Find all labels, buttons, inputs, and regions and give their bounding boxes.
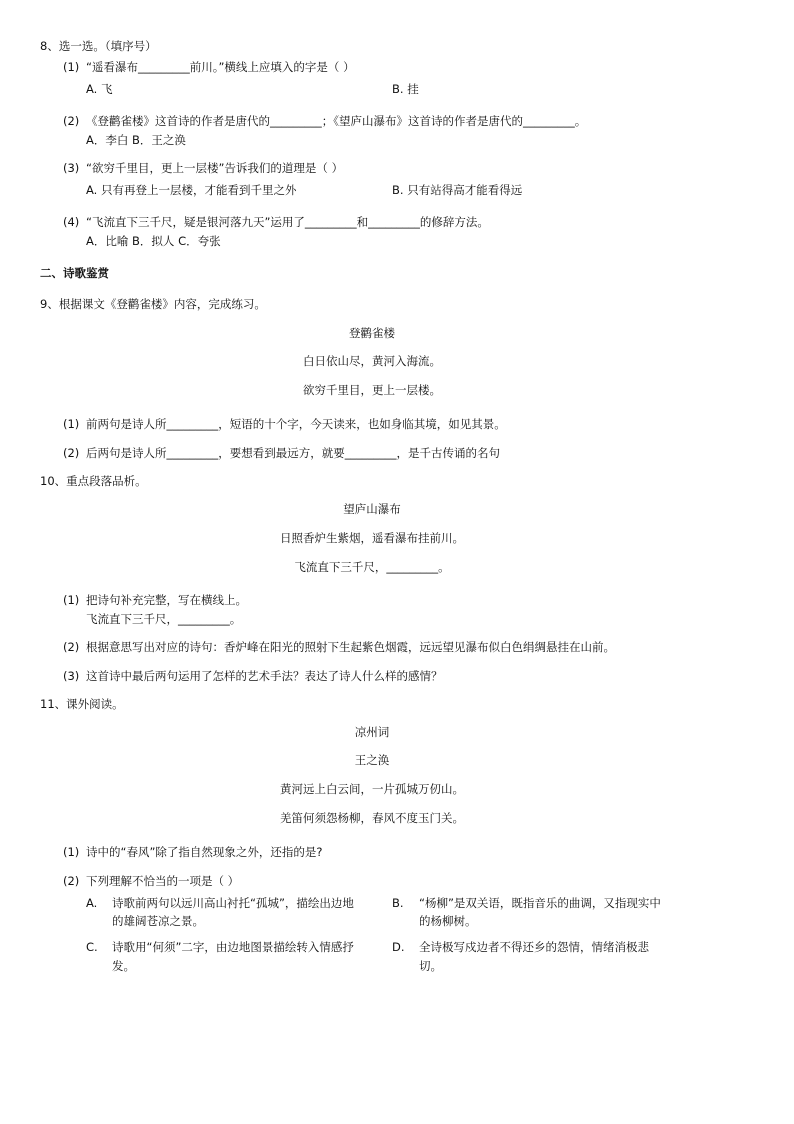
q10-title: 10、重点段落品析。	[40, 474, 147, 488]
q9-poem-line-1: 白日依山尽，黄河入海流。	[303, 354, 441, 368]
q9-1-text: 前两句是诗人所_________，短语的十个字，今天读来，也如身临其境，如见其景。	[86, 417, 506, 431]
q11-1-number: (1)	[63, 845, 80, 859]
q11-2-option-a-line-2: 的雄阔苍凉之景。	[112, 914, 204, 928]
q8-3-option-b: B. 只有站得高才能看得远	[392, 183, 523, 197]
q11-2-number: (2)	[63, 874, 80, 888]
q11-poem-line-2: 羌笛何须怨杨柳，春风不度玉门关。	[280, 811, 464, 825]
q8-4-stem: “飞流直下三千尺，疑是银河落九天”运用了_________和_________的修辞方法。	[86, 215, 489, 229]
q8-1-option-a: A. 飞	[86, 82, 113, 96]
q8-4-number: (4)	[63, 215, 80, 229]
q9-title: 9、根据课文《登鹳雀楼》内容，完成练习。	[40, 297, 266, 311]
q10-3-number: (3)	[63, 669, 80, 683]
q9-1-number: (1)	[63, 417, 80, 431]
q10-1-blank-line: 飞流直下三千尺，_________。	[86, 612, 242, 626]
q11-2-option-c-label: C.	[86, 940, 98, 954]
q8-3-number: (3)	[63, 161, 80, 175]
q11-poem-author: 王之涣	[354, 753, 390, 767]
q11-2-option-b-label: B.	[392, 896, 404, 910]
q11-poem-title: 凉州词	[354, 725, 390, 739]
q11-2-option-a-line-1: 诗歌前两句以远川高山衬托“孤城”，描绘出边地	[112, 896, 354, 910]
q9-2-number: (2)	[63, 446, 80, 460]
q10-poem-line-2: 飞流直下三千尺，_________。	[294, 560, 450, 574]
q8-1-number: (1)	[63, 60, 80, 74]
q10-1-text: 把诗句补充完整，写在横线上。	[86, 593, 247, 607]
q8-3-stem: “欲穷千里目，更上一层楼”告诉我们的道理是（ ）	[86, 161, 344, 175]
q8-title: 8、选一选。（填序号）	[40, 39, 157, 53]
q11-1-text: 诗中的“春风”除了指自然现象之外，还指的是?	[86, 845, 323, 859]
q8-4-options: A．比喻 B．拟人 C．夸张	[86, 234, 221, 248]
q11-2-option-d-line-1: 全诗极写戍边者不得还乡的怨情，情绪消极悲	[419, 940, 649, 954]
q11-2-option-b-line-2: 的杨柳树。	[419, 914, 477, 928]
q10-1-number: (1)	[63, 593, 80, 607]
q8-3-option-a: A. 只有再登上一层楼，才能看到千里之外	[86, 183, 297, 197]
q10-2-text: 根据意思写出对应的诗句：香炉峰在阳光的照射下生起紫色烟霞，远远望见瀑布似白色绢绸悬挂在山前。	[86, 640, 615, 654]
q11-2-option-a-label: A.	[86, 896, 98, 910]
q8-1-stem: “遥看瀑布_________前川。”横线上应填入的字是（ ）	[86, 60, 355, 74]
section-2-heading: 二、诗歌鉴赏	[40, 266, 109, 280]
q9-poem-title: 登鹳雀楼	[349, 326, 395, 340]
q9-poem-line-2: 欲穷千里目，更上一层楼。	[303, 383, 441, 397]
q11-title: 11、课外阅读。	[40, 697, 124, 711]
q11-2-option-d-label: D.	[392, 940, 405, 954]
q10-poem-title: 望庐山瀑布	[343, 502, 401, 516]
q9-2-text: 后两句是诗人所_________，要想看到最远方，就要_________，是千古传诵的名句	[86, 446, 500, 460]
q8-2-number: (2)	[63, 114, 80, 128]
q11-2-option-b-line-1: “杨柳”是双关语，既指音乐的曲调，又指现实中	[419, 896, 661, 910]
q11-2-text: 下列理解不恰当的一项是（ ）	[86, 874, 240, 888]
q10-poem-line-1: 日照香炉生紫烟，遥看瀑布挂前川。	[280, 531, 464, 545]
q8-2-stem: 《登鹳雀楼》这首诗的作者是唐代的_________；《望庐山瀑布》这首诗的作者是唐代的_________。	[86, 114, 587, 128]
q11-2-option-c-line-1: 诗歌用“何须”二字，由边地图景描绘转入情感抒	[112, 940, 354, 954]
q11-2-option-d-line-2: 切。	[419, 959, 442, 973]
q10-2-number: (2)	[63, 640, 80, 654]
q11-2-option-c-line-2: 发。	[112, 959, 135, 973]
q11-poem-line-1: 黄河远上白云间，一片孤城万仞山。	[280, 782, 464, 796]
q8-2-options: A．李白 B．王之涣	[86, 133, 186, 147]
q10-3-text: 这首诗中最后两句运用了怎样的艺术手法？表达了诗人什么样的感情？	[86, 669, 443, 683]
q8-1-option-b: B. 挂	[392, 82, 419, 96]
